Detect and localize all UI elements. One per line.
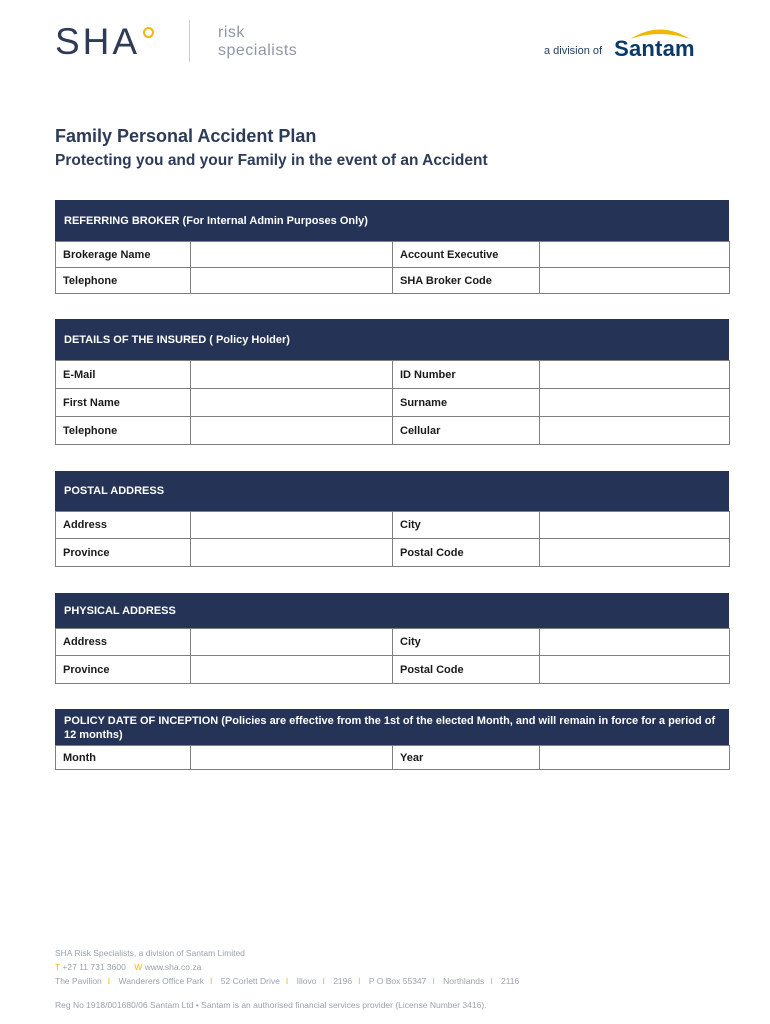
table-row bbox=[56, 389, 730, 417]
postal-city-label: City bbox=[393, 512, 540, 539]
surname-field[interactable] bbox=[540, 389, 730, 417]
sha-broker-code-label: SHA Broker Code bbox=[393, 268, 540, 294]
table-row bbox=[56, 656, 730, 684]
section-heading: POLICY DATE OF INCEPTION (Policies are effective from the 1st of the elected Month, and will remain in force for a period of 12 months) bbox=[55, 709, 729, 745]
footer-web-label: W bbox=[134, 962, 143, 972]
year-label: Year bbox=[393, 746, 540, 770]
footer-address-part: 52 Corlett Drive bbox=[220, 976, 280, 986]
postal-address-label: Address bbox=[56, 512, 191, 539]
section-policy-inception bbox=[55, 709, 729, 770]
santam-logo-group bbox=[544, 26, 702, 60]
division-of-text: a division of bbox=[544, 45, 603, 57]
physical-postal-code-field[interactable] bbox=[540, 656, 730, 684]
account-executive-field[interactable] bbox=[540, 242, 730, 268]
section-heading: REFERRING BROKER (For Internal Admin Purposes Only) bbox=[55, 200, 729, 241]
first-name-label: First Name bbox=[56, 389, 191, 417]
cellular-label: Cellular bbox=[393, 417, 540, 445]
table-row bbox=[56, 539, 730, 567]
footer-company: SHA Risk Specialists, a division of Santam Limited bbox=[55, 948, 245, 958]
sha-logo-dot-icon bbox=[143, 27, 154, 38]
footer-address: The Pavilion I Wanderers Office Park I 52 Corlett Drive I Illovo I 2196 I P O Box 55347 I Northlands I 2116 bbox=[55, 976, 520, 986]
footer-web-link[interactable]: www.sha.co.za bbox=[144, 962, 202, 972]
physical-city-field[interactable] bbox=[540, 629, 730, 656]
id-number-field[interactable] bbox=[540, 361, 730, 389]
physical-province-field[interactable] bbox=[191, 656, 393, 684]
postal-address-field[interactable] bbox=[191, 512, 393, 539]
footer-address-part: Wanderers Office Park bbox=[118, 976, 205, 986]
year-field[interactable] bbox=[540, 746, 730, 770]
table-row bbox=[56, 417, 730, 445]
broker-telephone-label: Telephone bbox=[56, 268, 191, 294]
section-heading: POSTAL ADDRESS bbox=[55, 471, 729, 511]
postal-province-label: Province bbox=[56, 539, 191, 567]
footer-address-part: Illovo bbox=[296, 976, 317, 986]
footer-registration: Reg No 1918/001680/06 Santam Ltd • Santam is an authorised financial services provider (License Number 3416). bbox=[55, 1000, 487, 1010]
section-referring-broker bbox=[55, 200, 729, 294]
table-row bbox=[56, 242, 730, 268]
cellular-field[interactable] bbox=[540, 417, 730, 445]
physical-address-field[interactable] bbox=[191, 629, 393, 656]
table-row bbox=[56, 746, 730, 770]
footer-address-part: P O Box 55347 bbox=[368, 976, 427, 986]
insured-table bbox=[55, 360, 730, 445]
risk-line: risk bbox=[218, 24, 245, 41]
physical-postal-code-label: Postal Code bbox=[393, 656, 540, 684]
santam-logo-text: Santam bbox=[614, 36, 695, 61]
footer-contact bbox=[55, 962, 201, 972]
email-label: E-Mail bbox=[56, 361, 191, 389]
table-row bbox=[56, 512, 730, 539]
table-row bbox=[56, 268, 730, 294]
sha-logo bbox=[55, 22, 154, 62]
inception-table bbox=[55, 745, 730, 770]
sha-broker-code-field[interactable] bbox=[540, 268, 730, 294]
specialists-line: specialists bbox=[218, 42, 298, 59]
month-field[interactable] bbox=[191, 746, 393, 770]
section-insured-details bbox=[55, 319, 729, 445]
brokerage-name-field[interactable] bbox=[191, 242, 393, 268]
page-title: Family Personal Accident Plan bbox=[55, 126, 317, 146]
section-heading: PHYSICAL ADDRESS bbox=[55, 593, 729, 628]
physical-province-label: Province bbox=[56, 656, 191, 684]
table-row bbox=[56, 361, 730, 389]
id-number-label: ID Number bbox=[393, 361, 540, 389]
postal-code-field[interactable] bbox=[540, 539, 730, 567]
broker-table bbox=[55, 241, 730, 294]
postal-code-label: Postal Code bbox=[393, 539, 540, 567]
email-field[interactable] bbox=[191, 361, 393, 389]
physical-table bbox=[55, 628, 730, 684]
footer-address-part: Northlands bbox=[443, 976, 485, 986]
footer-address-part: 2196 bbox=[333, 976, 353, 986]
table-row bbox=[56, 629, 730, 656]
postal-table bbox=[55, 511, 730, 567]
section-postal-address bbox=[55, 471, 729, 567]
risk-specialists-text bbox=[218, 24, 297, 60]
insured-telephone-label: Telephone bbox=[56, 417, 191, 445]
surname-label: Surname bbox=[393, 389, 540, 417]
section-heading: DETAILS OF THE INSURED ( Policy Holder) bbox=[55, 319, 729, 360]
footer-address-part: 2116 bbox=[500, 976, 520, 986]
broker-telephone-field[interactable] bbox=[191, 268, 393, 294]
postal-province-field[interactable] bbox=[191, 539, 393, 567]
section-physical-address bbox=[55, 593, 729, 684]
brokerage-name-label: Brokerage Name bbox=[56, 242, 191, 268]
account-executive-label: Account Executive bbox=[393, 242, 540, 268]
insured-telephone-field[interactable] bbox=[191, 417, 393, 445]
footer-tel[interactable]: +27 11 731 3600 bbox=[62, 962, 126, 972]
month-label: Month bbox=[56, 746, 191, 770]
physical-address-label: Address bbox=[56, 629, 191, 656]
page-subtitle: Protecting you and your Family in the event of an Accident bbox=[55, 152, 488, 169]
first-name-field[interactable] bbox=[191, 389, 393, 417]
footer-address-part: The Pavilion bbox=[55, 976, 102, 986]
footer-tel-label: T bbox=[55, 962, 61, 972]
santam-logo bbox=[614, 26, 702, 60]
sha-logo-text: SHA bbox=[55, 21, 141, 62]
logo-divider bbox=[189, 20, 190, 62]
postal-city-field[interactable] bbox=[540, 512, 730, 539]
physical-city-label: City bbox=[393, 629, 540, 656]
